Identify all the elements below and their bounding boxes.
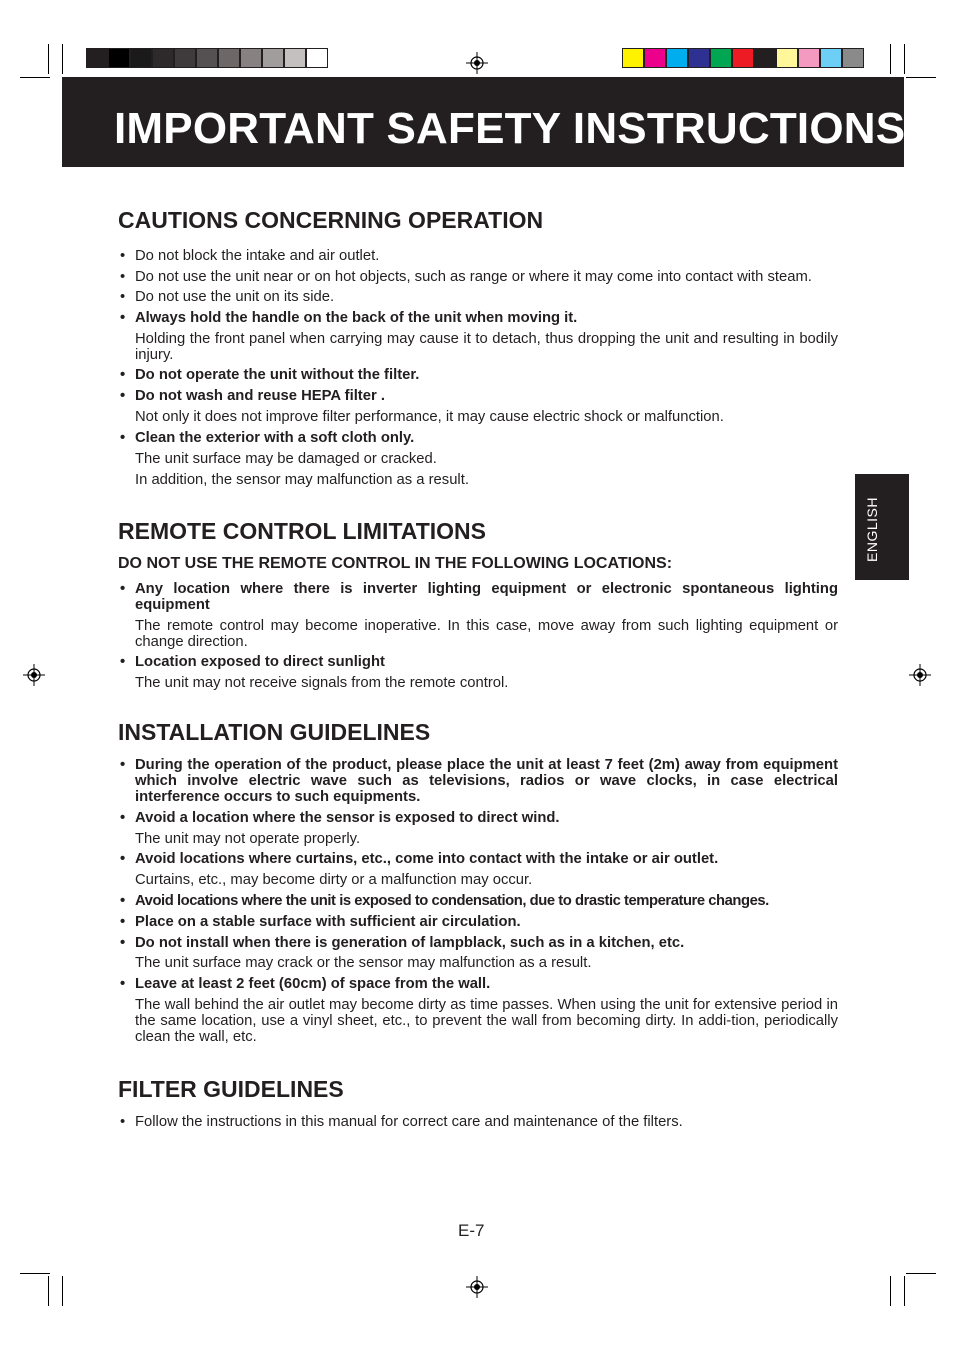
color-swatch bbox=[306, 48, 328, 68]
item-text: Do not wash and reuse HEPA filter . bbox=[135, 387, 385, 404]
page-number: E-7 bbox=[458, 1221, 485, 1240]
bullet: • bbox=[120, 975, 126, 992]
color-swatch bbox=[842, 48, 864, 68]
list-item bbox=[118, 1114, 838, 1130]
bullet: • bbox=[120, 268, 126, 285]
item-text: Follow the instructions in this manual for correct care and maintenance of the filters. bbox=[135, 1113, 683, 1130]
color-swatch bbox=[622, 48, 644, 68]
item-text: Avoid locations where the unit is exposed to condensation, due to drastic temperature changes. bbox=[135, 892, 769, 909]
registration-mark-icon bbox=[23, 664, 45, 686]
crop-mark bbox=[62, 1276, 63, 1306]
list-item bbox=[118, 310, 838, 326]
crop-mark bbox=[20, 77, 50, 78]
list-item bbox=[118, 430, 838, 446]
color-swatch bbox=[240, 48, 262, 68]
item-text: Leave at least 2 feet (60cm) of space from the wall. bbox=[135, 975, 491, 992]
list-item bbox=[118, 976, 838, 992]
bullet: • bbox=[120, 1113, 126, 1130]
item-text: Any location where there is inverter lighting equipment or electronic spontaneous lighting equipment bbox=[135, 581, 838, 614]
list-item bbox=[118, 581, 838, 613]
bullet: • bbox=[120, 288, 126, 305]
section-heading-cautions: CAUTIONS CONCERNING OPERATION bbox=[118, 207, 544, 233]
registration-mark-icon bbox=[909, 664, 931, 686]
item-text: Do not install when there is generation of lampblack, such as in a kitchen, etc. bbox=[135, 934, 685, 951]
main-content bbox=[118, 200, 838, 1130]
list-item bbox=[118, 654, 838, 670]
color-swatch bbox=[644, 48, 666, 68]
grayscale-color-bar bbox=[86, 48, 328, 68]
section-subheading-remote: DO NOT USE THE REMOTE CONTROL IN THE FOLLOWING LOCATIONS: bbox=[118, 555, 673, 573]
crop-mark bbox=[906, 77, 936, 78]
item-note: The unit surface may be damaged or cracked. bbox=[135, 450, 437, 467]
language-tab bbox=[855, 474, 909, 580]
item-text: Avoid locations where curtains, etc., come into contact with the intake or air outlet. bbox=[135, 850, 719, 867]
list-item bbox=[118, 269, 838, 285]
item-text: Always hold the handle on the back of the unit when moving it. bbox=[135, 309, 578, 326]
color-swatch bbox=[196, 48, 218, 68]
registration-mark-icon bbox=[466, 1276, 488, 1298]
item-note: Curtains, etc., may become dirty or a malfunction may occur. bbox=[135, 871, 533, 888]
color-swatch bbox=[108, 48, 130, 68]
page-title: IMPORTANT SAFETY INSTRUCTIONS bbox=[114, 104, 906, 153]
item-text: Do not use the unit near or on hot objects, such as range or where it may come into contact with steam. bbox=[135, 268, 812, 285]
list-item bbox=[118, 914, 838, 930]
color-swatch bbox=[86, 48, 108, 68]
item-note: The wall behind the air outlet may become dirty as time passes. When using the unit for extensive period in the same location, use a vinyl sheet, etc., to prevent the wall from becoming dirty. In addi-tion, periodically clean the wall, etc. bbox=[135, 996, 838, 1045]
bullet: • bbox=[120, 850, 126, 867]
item-text: Location exposed to direct sunlight bbox=[135, 654, 385, 671]
crop-mark bbox=[890, 1276, 891, 1306]
item-note: Holding the front panel when carrying may cause it to detach, thus dropping the unit and resulting in bodily injury. bbox=[135, 330, 838, 363]
list-item bbox=[118, 367, 838, 383]
color-swatch bbox=[130, 48, 152, 68]
crop-mark bbox=[48, 44, 49, 74]
list-item bbox=[118, 757, 838, 805]
crop-mark bbox=[904, 1276, 905, 1306]
color-swatch bbox=[754, 48, 776, 68]
bullet: • bbox=[120, 309, 126, 326]
color-swatch bbox=[710, 48, 732, 68]
bullet: • bbox=[120, 892, 125, 909]
bullet: • bbox=[120, 581, 126, 598]
item-note: The unit may not operate properly. bbox=[135, 830, 361, 847]
list-item bbox=[118, 810, 838, 826]
color-swatch bbox=[688, 48, 710, 68]
list-item bbox=[118, 248, 838, 264]
crop-mark bbox=[906, 1273, 936, 1274]
list-item bbox=[118, 893, 838, 909]
color-swatch bbox=[798, 48, 820, 68]
color-swatch bbox=[776, 48, 798, 68]
list-item bbox=[118, 935, 838, 951]
item-text: Do not block the intake and air outlet. bbox=[135, 247, 380, 264]
color-swatch bbox=[820, 48, 842, 68]
process-color-bar bbox=[622, 48, 864, 68]
bullet: • bbox=[120, 756, 126, 773]
bullet: • bbox=[120, 809, 126, 826]
list-item bbox=[118, 388, 838, 404]
list-item bbox=[118, 851, 838, 867]
item-note: The remote control may become inoperative. In this case, move away from such lighting equipment or change direction. bbox=[135, 618, 838, 651]
item-text: Do not operate the unit without the filter. bbox=[135, 366, 420, 383]
color-swatch bbox=[284, 48, 306, 68]
color-swatch bbox=[732, 48, 754, 68]
item-note: Not only it does not improve filter performance, it may cause electric shock or malfunction. bbox=[135, 408, 724, 425]
color-swatch bbox=[174, 48, 196, 68]
item-text: Place on a stable surface with sufficient air circulation. bbox=[135, 913, 521, 930]
color-swatch bbox=[218, 48, 240, 68]
bullet: • bbox=[120, 913, 126, 930]
crop-mark bbox=[48, 1276, 49, 1306]
section-heading-remote: REMOTE CONTROL LIMITATIONS bbox=[118, 517, 486, 544]
crop-mark bbox=[62, 44, 63, 74]
crop-mark bbox=[890, 44, 891, 74]
bullet: • bbox=[120, 429, 126, 446]
color-swatch bbox=[152, 48, 174, 68]
bullet: • bbox=[120, 934, 126, 951]
bullet: • bbox=[120, 387, 126, 404]
item-text: Do not use the unit on its side. bbox=[135, 288, 335, 305]
language-tab-label: ENGLISH bbox=[864, 497, 880, 562]
item-text: Avoid a location where the sensor is exposed to direct wind. bbox=[135, 809, 560, 826]
color-swatch bbox=[262, 48, 284, 68]
bullet: • bbox=[120, 247, 126, 264]
bullet: • bbox=[120, 366, 126, 383]
crop-mark bbox=[904, 44, 905, 74]
section-heading-installation: INSTALLATION GUIDELINES bbox=[118, 719, 431, 746]
item-note: The unit may not receive signals from the remote control. bbox=[135, 675, 509, 692]
item-note: In addition, the sensor may malfunction as a result. bbox=[135, 471, 469, 488]
color-swatch bbox=[666, 48, 688, 68]
list-item bbox=[118, 289, 838, 305]
bullet: • bbox=[120, 654, 126, 671]
item-text: During the operation of the product, please place the unit at least 7 feet (2m) away from equipment which involve electric wave such as televisions, radios or wave clocks, in case electrical interference occurs to such equipments. bbox=[135, 756, 838, 805]
item-text: Clean the exterior with a soft cloth only. bbox=[135, 429, 415, 446]
registration-mark-icon bbox=[466, 52, 488, 74]
title-banner bbox=[62, 77, 904, 167]
crop-mark bbox=[20, 1273, 50, 1274]
item-note: The unit surface may crack or the sensor may malfunction as a result. bbox=[135, 954, 592, 971]
section-heading-filter: FILTER GUIDELINES bbox=[118, 1075, 344, 1102]
